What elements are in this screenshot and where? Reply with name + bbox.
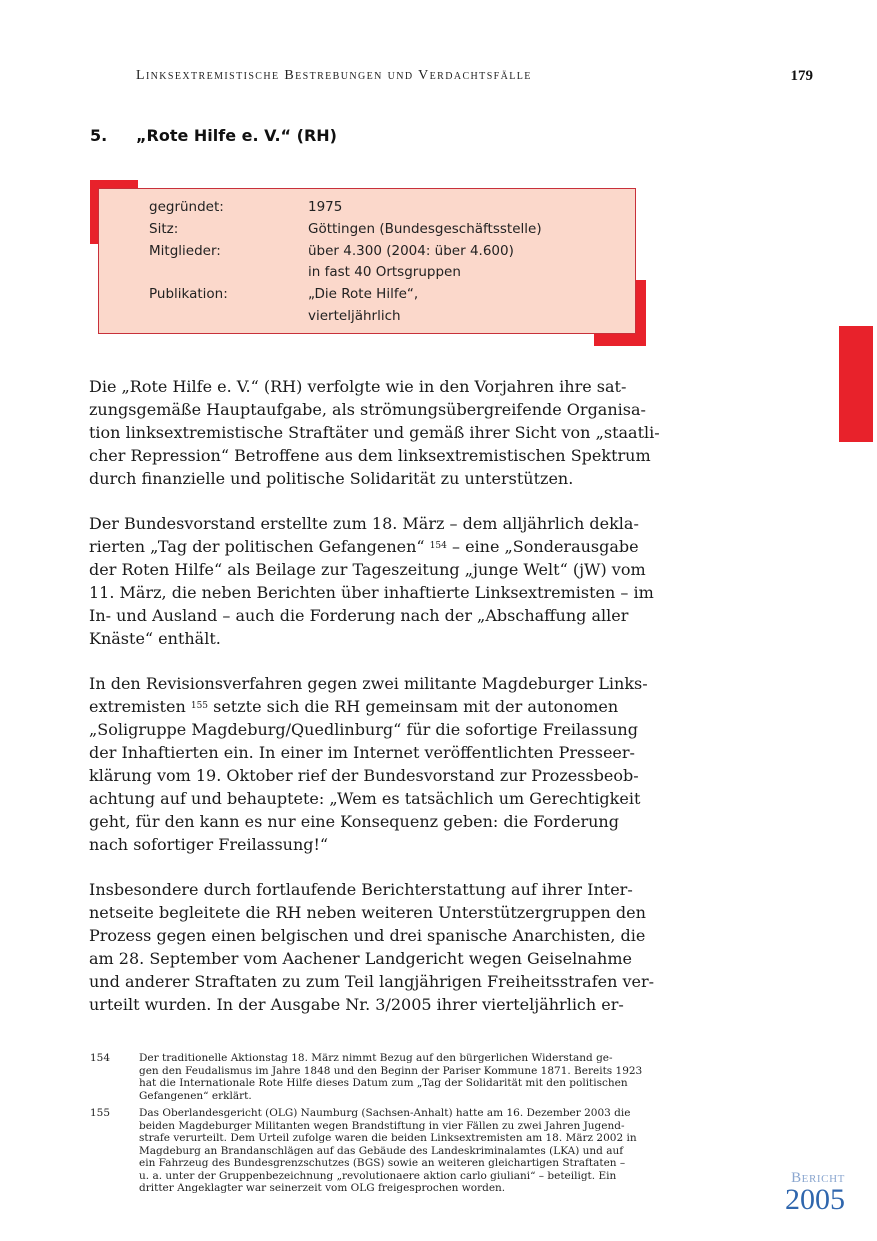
text-segment: setzte sich die RH gemeinsam mit der autonomen — [213, 697, 619, 716]
running-head: Linksextremistische Bestrebungen und Verdachtsfälle — [136, 68, 532, 83]
footnote-line: dritter Angeklagter war seinerzeit vom OLG freigesprochen worden. — [139, 1182, 506, 1194]
footnote-ref-155[interactable]: 155 — [190, 701, 209, 711]
text-line: der Roten Hilfe“ als Beilage zur Tageszeitung „junge Welt“ (jW) vom — [89, 560, 646, 579]
fact-value: Göttingen (Bundesgeschäftsstelle) — [308, 220, 542, 237]
text-segment: rierten „Tag der politischen Gefangenen“ — [89, 537, 425, 556]
footnote-line: Das Oberlandesgericht (OLG) Naumburg (Sachsen-Anhalt) hatte am 16. Dezember 2003 die — [139, 1107, 631, 1119]
paragraph-2 — [89, 512, 654, 650]
text-line: und anderer Straftaten zu zum Teil langjährigen Freiheitsstrafen ver- — [89, 972, 655, 991]
text-line: netseite begleitete die RH neben weiteren Unterstützergruppen den — [89, 903, 646, 922]
text-line: In- und Ausland – auch die Forderung nach der „Abschaffung aller — [89, 606, 629, 625]
text-line: Die „Rote Hilfe e. V.“ (RH) verfolgte wie in den Vorjahren ihre sat- — [89, 377, 627, 396]
fact-box-panel — [98, 188, 636, 334]
fact-value: in fast 40 Ortsgruppen — [308, 264, 461, 281]
text-line: am 28. September vom Aachener Landgericht wegen Geiselnahme — [89, 949, 632, 968]
text-line: 11. März, die neben Berichten über inhaftierte Linksextremisten – im — [89, 583, 654, 602]
text-line: tion linksextremistische Straftäter und gemäß ihrer Sicht von „staatli- — [89, 423, 660, 442]
text-line: Prozess gegen einen belgischen und drei spanische Anarchisten, die — [89, 926, 646, 945]
report-logo — [785, 1170, 845, 1214]
text-line: nach sofortiger Freilassung!“ — [89, 835, 329, 854]
text-line: zungsgemäße Hauptaufgabe, als strömungsübergreifende Organisa- — [89, 400, 646, 419]
text-line: urteilt wurden. In der Ausgabe Nr. 3/2005 ihrer vierteljährlich er- — [89, 995, 624, 1014]
fact-row-members — [149, 241, 635, 285]
text-segment: – eine „Sonderausgabe — [451, 537, 639, 556]
footnotes — [90, 1052, 650, 1200]
footnote-line: u. a. unter der Gruppenbezeichnung „revolutionaere aktion carlo giuliani“ – beteiligt. Ein — [139, 1169, 617, 1182]
text-line: In den Revisionsverfahren gegen zwei militante Magdeburger Links- — [89, 674, 648, 693]
text-line: Knäste“ enthält. — [89, 629, 221, 648]
fact-row-seat — [149, 219, 635, 241]
fact-value: über 4.300 (2004: über 4.600) — [308, 242, 514, 259]
section-title: „Rote Hilfe e. V.“ (RH) — [136, 126, 337, 145]
footnote-line: hat die Internationale Rote Hilfe dieses Datum zum „Tag der Solidarität mit den politischen — [139, 1077, 628, 1089]
footnote-line: ein Fahrzeug des Bundesgrenzschutzes (BGS) sowie an weiteren gleichartigen Straftaten – — [139, 1157, 626, 1169]
text-line — [89, 695, 649, 718]
paragraph-1 — [89, 375, 660, 490]
fact-label: Sitz: — [149, 220, 179, 237]
footnote-line: beiden Magdeburger Militanten wegen Brandstiftung in vier Fällen zu zwei Jahren Jugend- — [139, 1119, 625, 1132]
section-heading — [90, 126, 337, 145]
fact-row-founded — [149, 197, 635, 219]
text-line: der Inhaftierten ein. In einer im Internet veröffentlichten Presseer- — [89, 743, 635, 762]
footnote-number: 154 — [90, 1052, 111, 1064]
text-line: durch finanzielle und politische Solidarität zu unterstützen. — [89, 469, 574, 488]
text-line: Insbesondere durch fortlaufende Berichterstattung auf ihrer Inter- — [89, 880, 633, 899]
footnote-line: Gefangenen“ erklärt. — [139, 1089, 252, 1102]
fact-value: vierteljährlich — [308, 307, 401, 324]
fact-label: Publikation: — [149, 286, 228, 303]
footnote-154 — [90, 1052, 650, 1102]
footnote-number: 155 — [90, 1107, 111, 1119]
text-line: geht, für den kann es nur eine Konsequenz geben: die Forderung — [89, 812, 619, 831]
text-segment: extremisten — [89, 697, 186, 716]
text-line: cher Repression“ Betroffene aus dem linksextremistischen Spektrum — [89, 446, 651, 465]
text-line: achtung auf und behauptete: „Wem es tatsächlich um Gerechtigkeit — [89, 789, 641, 808]
fact-row-publication — [149, 284, 635, 328]
fact-box — [90, 180, 646, 346]
fact-value: 1975 — [308, 199, 343, 215]
text-line: klärung vom 19. Oktober rief der Bundesvorstand zur Prozessbeob- — [89, 766, 639, 785]
text-line: „Soligruppe Magdeburg/Quedlinburg“ für die sofortige Freilassung — [89, 720, 638, 739]
fact-value: „Die Rote Hilfe“, — [308, 286, 419, 303]
paragraph-4 — [89, 878, 655, 1016]
footnote-155 — [90, 1107, 650, 1195]
fact-label: gegründet: — [149, 199, 224, 215]
footnote-line: Der traditionelle Aktionstag 18. März nimmt Bezug auf den bürgerlichen Widerstand ge- — [139, 1052, 613, 1064]
body-text — [89, 375, 660, 1038]
fact-label: Mitglieder: — [149, 242, 221, 259]
chapter-side-tab — [839, 326, 873, 442]
report-logo-year: 2005 — [785, 1183, 845, 1216]
text-line — [89, 535, 649, 558]
text-line: Der Bundesvorstand erstellte zum 18. März – dem alljährlich dekla- — [89, 514, 639, 533]
footnote-line: Magdeburg an Brandanschlägen auf das Gebäude des Landeskriminalamtes (LKA) und auf — [139, 1144, 624, 1157]
footnote-ref-154[interactable]: 154 — [429, 541, 447, 551]
report-logo-word: Bericht — [791, 1170, 845, 1186]
paragraph-3 — [89, 672, 649, 856]
section-number: 5. — [90, 126, 108, 145]
page-number: 179 — [790, 68, 813, 84]
footnote-line: gen den Feudalismus im Jahre 1848 und den Beginn der Pariser Kommune 1871. Bereits 1923 — [139, 1064, 643, 1077]
footnote-line: strafe verurteilt. Dem Urteil zufolge waren die beiden Linksextremisten am 18. März 2002 in — [139, 1132, 637, 1144]
